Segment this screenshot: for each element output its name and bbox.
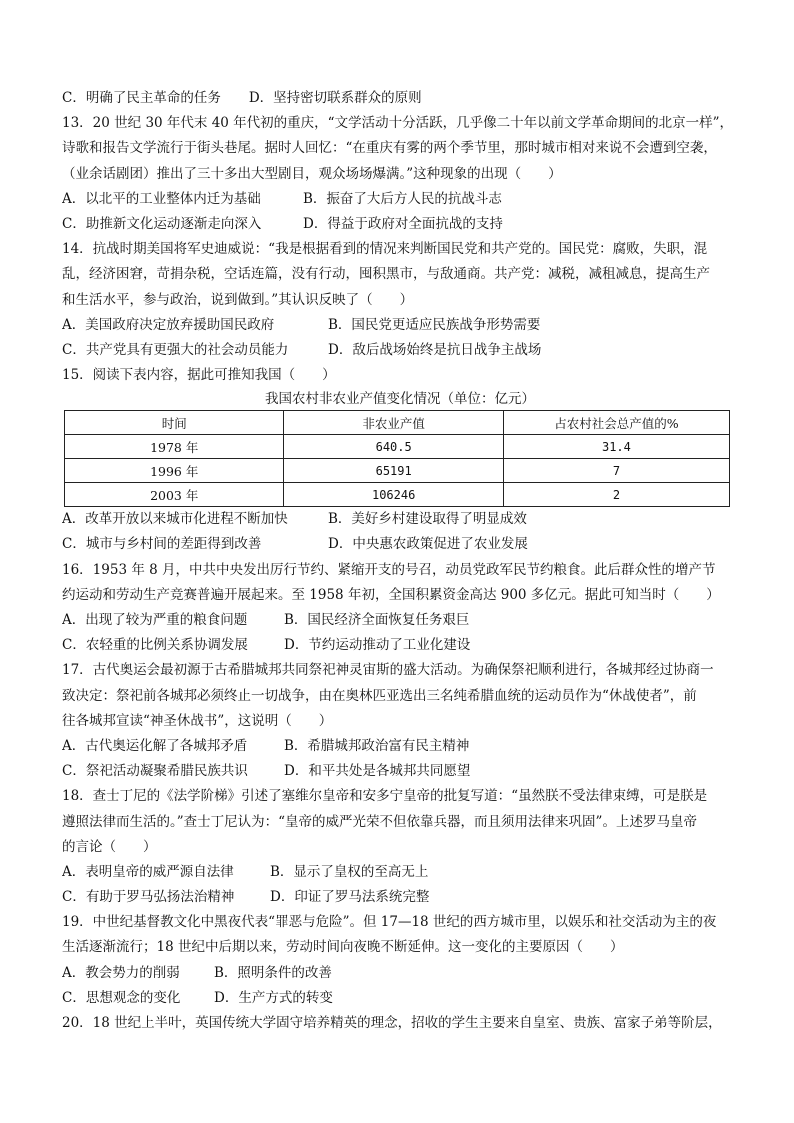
option-d: D．印证了罗马法系统完整 (270, 889, 430, 906)
option-b: B．国民党更适应民族战争形势需要 (328, 316, 541, 333)
question-20-stem: 20．18 世纪上半叶，英国传统大学固守培养精英的理念，招收的学生主要来自皇室、贵族、富家子弟等阶层， (62, 1015, 722, 1031)
question-13-stem: 诗歌和报告文学流行于街头巷尾。据时人回忆：“在重庆有雾的两个季节里，那时城市相对来说不会遭到空袭， (62, 140, 717, 157)
option-row (62, 86, 738, 111)
data-table (64, 410, 730, 507)
option-row (62, 734, 738, 759)
question-16-stem: 16．1953 年 8 月，中共中央发出厉行节约、紧缩开支的号召，动员党政军民节约粮食。此后群众性的增产节 (62, 561, 716, 578)
option-c: C．农轻重的比例关系协调发展 (62, 637, 248, 654)
table-row (65, 435, 730, 459)
option-d: D．和平共处是各城邦共同愿望 (284, 763, 471, 780)
option-a: A．以北平的工业整体内迁为基础 (62, 190, 261, 207)
table-header: 占农村社会总产值的% (503, 411, 729, 435)
option-c: C．思想观念的变化 (62, 989, 181, 1006)
option-c: C．助推新文化运动逐渐走向深入 (62, 215, 262, 232)
option-row (62, 507, 738, 532)
option-row (62, 759, 738, 784)
option-b: B．显示了皇权的至高无上 (270, 863, 429, 880)
table-cell: 7 (503, 459, 729, 483)
option-row (62, 608, 738, 633)
option-row (62, 986, 738, 1011)
option-c: C．城市与乡村间的差距得到改善 (62, 536, 262, 553)
option-a: A．出现了较为严重的粮食问题 (62, 612, 248, 628)
option-a: A．古代奥运化解了各城邦矛盾 (62, 737, 248, 754)
option-d: D．敌后战场始终是抗日战争主战场 (328, 341, 542, 358)
option-row (62, 532, 738, 557)
option-c: C．共产党具有更强大的社会动员能力 (62, 341, 289, 358)
question-13-stem: （业余话剧团）推出了三十多出大型剧目，观众场场爆满。”这种现象的出现（ ） (62, 165, 562, 182)
question-19-stem: 生活逐渐流行；18 世纪中后期以来，劳动时间向夜晚不断延伸。这一变化的主要原因（ ） (62, 939, 624, 956)
table-header: 非农业产值 (284, 411, 503, 435)
question-17-stem: 17．古代奥运会最初源于古希腊城邦共同祭祀神灵宙斯的盛大活动。为确保祭祀顺利进行，各城邦经过协商一 (62, 662, 714, 679)
option-row (62, 187, 738, 212)
option-a: A．表明皇帝的威严源自法律 (62, 863, 234, 880)
option-b: B．照明条件的改善 (214, 964, 332, 981)
option-d: D．节约运动推动了工业化建设 (284, 637, 471, 654)
question-14-stem: 和生活水平，参与政治，说到做到。”其认识反映了（ ） (62, 291, 414, 308)
option-row (62, 313, 738, 338)
table-cell: 106246 (284, 483, 503, 507)
option-row (62, 633, 738, 658)
table-header: 时间 (65, 411, 284, 435)
table-cell: 65191 (284, 459, 503, 483)
table-row (65, 483, 730, 507)
table-row (65, 459, 730, 483)
option-d: D．得益于政府对全面抗战的支持 (303, 215, 503, 232)
option-row (62, 961, 738, 986)
question-19-stem: 19．中世纪基督教文化中黑夜代表“罪恶与危险”。但 17—18 世纪的西方城市里，以娱乐和社交活动为主的夜 (62, 914, 717, 931)
exam-page (62, 86, 738, 1036)
question-17-stem: 往各城邦宣读“神圣休战书”，这说明（ ） (62, 712, 333, 729)
option-b: B．振奋了大后方人民的抗战斗志 (303, 190, 502, 207)
table-cell: 1978 年 (65, 435, 284, 459)
option-row (62, 212, 738, 237)
option-b: B．希腊城邦政治富有民主精神 (284, 737, 470, 754)
option-c: C．祭祀活动凝聚希腊民族共识 (62, 763, 248, 780)
option-a: A．改革开放以来城市化进程不断加快 (62, 511, 288, 528)
table-header-row (65, 411, 730, 435)
option-row (62, 885, 738, 910)
option-c: C．明确了民主革命的任务 (62, 90, 221, 106)
question-17-stem: 致决定：祭祀前各城邦必须终止一切战争，由在奥林匹亚选出三名纯希腊血统的运动员作为“休战使者”，前 (62, 687, 697, 704)
option-d: D．坚持密切联系群众的原则 (248, 90, 422, 106)
question-15-stem: 15．阅读下表内容，据此可推知我国（ ） (62, 367, 336, 384)
question-13-stem: 13．20 世纪 30 年代末 40 年代初的重庆，“文学活动十分活跃，几乎像二十年以前文学革命期间的北京一样”， (62, 115, 733, 132)
option-a: A．美国政府决定放弃援助国民政府 (62, 316, 275, 333)
question-16-stem: 约运动和劳动生产竞赛普遍开展起来。至 1958 年初，全国积累资金高达 900 多亿元。据此可知当时（ ） (62, 586, 720, 603)
question-18-stem: 的言论（ ） (62, 838, 157, 855)
option-row (62, 860, 738, 885)
table-cell: 31.4 (503, 435, 729, 459)
option-row (62, 338, 738, 363)
option-a: A．教会势力的削弱 (62, 964, 180, 981)
option-b: B．美好乡村建设取得了明显成效 (328, 511, 527, 528)
option-d: D．生产方式的转变 (214, 989, 333, 1006)
option-b: B．国民经济全面恢复任务艰巨 (284, 612, 470, 628)
table-cell: 2003 年 (65, 483, 284, 507)
question-18-stem: 遵照法律而生活的。”查士丁尼认为：“皇帝的威严光荣不但依靠兵器，而且须用法律来巩固”。上述罗马皇帝 (62, 813, 697, 830)
option-d: D．中央惠农政策促进了农业发展 (328, 536, 528, 553)
table-title: 我国农村非农业产值变化情况（单位：亿元） (265, 391, 535, 408)
question-14-stem: 14．抗战时期美国将军史迪威说：“我是根据看到的情况来判断国民党和共产党的。国民党：腐败，失职，混 (62, 241, 708, 258)
question-14-stem: 乱，经济困窘，苛捐杂税，空话连篇，没有行动，囤积黑市，与敌通商。共产党：减税，减租减息，提高生产 (62, 266, 710, 283)
table-cell: 640.5 (284, 435, 503, 459)
question-18-stem: 18．查士丁尼的《法学阶梯》引述了塞维尔皇帝和安多宁皇帝的批复写道：“虽然朕不受法律束缚，可是朕是 (62, 788, 708, 805)
table-cell: 2 (503, 483, 729, 507)
option-c: C．有助于罗马弘扬法治精神 (62, 889, 235, 906)
table-cell: 1996 年 (65, 459, 284, 483)
